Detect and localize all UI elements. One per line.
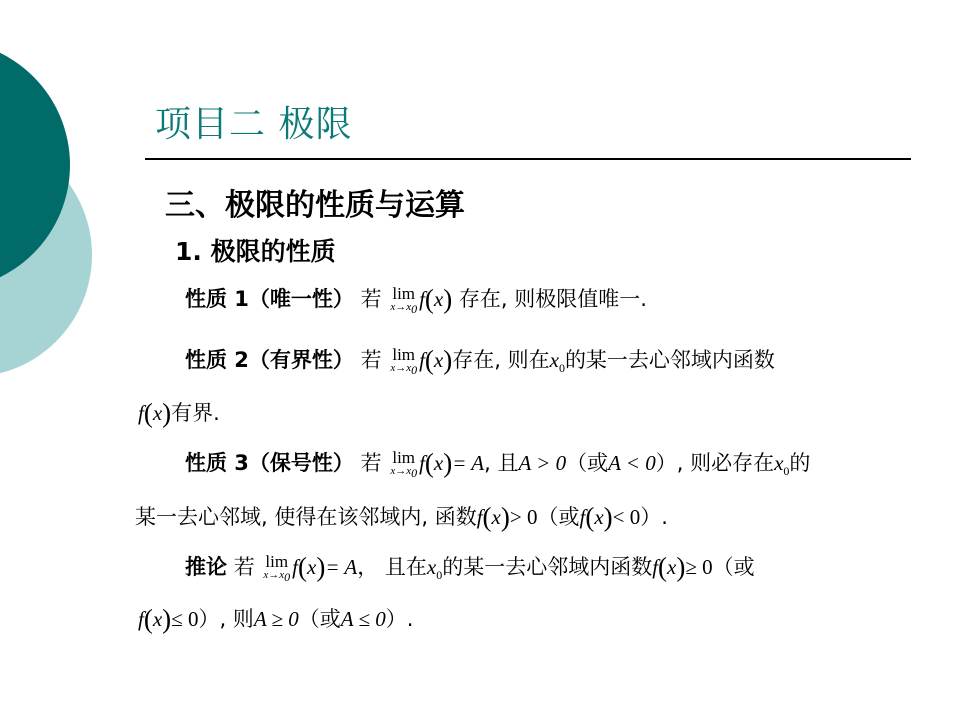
property-1-tail: 存在, 则极限值唯一. (458, 287, 647, 311)
property-2-line-2: f(x)有界. (138, 398, 220, 428)
property-1-label: 性质 1（唯一性） (185, 287, 354, 311)
property-2: 性质 2（有界性） 若 lim $x\to x_0$ f(x)存在, 则在$x_0$的某一去心邻域内函数 (185, 344, 775, 378)
page-title: 项目二 极限 (155, 104, 353, 145)
subsection-heading: 1. 极限的性质 (175, 237, 336, 266)
property-3-label: 性质 3（保号性） (185, 451, 354, 475)
ruo-text: 若 (233, 555, 255, 579)
decorative-circles (0, 0, 120, 719)
property-2-label: 性质 2（有界性） (185, 348, 354, 372)
property-1: 性质 1（唯一性） 若 lim $x\to x_0$ f(x) 存在, 则极限值唯一. (185, 283, 647, 317)
corollary-line-2: f(x)≤ 0）, 则A ≥ 0（或A ≤ 0）. (138, 604, 414, 634)
property-3-line-2: 某一去心邻域, 使得在该邻域内, 函数f(x)> 0（或f(x)< 0）. (135, 502, 668, 532)
lim-expression: lim $x\to x_0$ (390, 447, 418, 481)
ruo-text: 若 (360, 287, 382, 311)
lim-expression: lim $x\to x_0$ (263, 551, 291, 585)
corollary: 推论 若 lim $x\to x_0$ f(x)= A， 且在$x_0$的某一去心邻域内函数f(x)≥ 0（或 (185, 551, 755, 585)
ruo-text: 若 (360, 348, 382, 372)
property-3: 性质 3（保号性） 若 lim $x\to x_0$ f(x)= A, 且A > 0（或A < 0）, 则必存在$x_0$的 (185, 447, 811, 481)
lim-expression: lim $x\to x_0$ (390, 283, 418, 317)
section-heading: 三、极限的性质与运算 (165, 188, 465, 223)
lim-expression: lim $x\to x_0$ (390, 344, 418, 378)
ruo-text: 若 (360, 451, 382, 475)
corollary-label: 推论 (185, 555, 227, 579)
title-divider (145, 158, 911, 160)
